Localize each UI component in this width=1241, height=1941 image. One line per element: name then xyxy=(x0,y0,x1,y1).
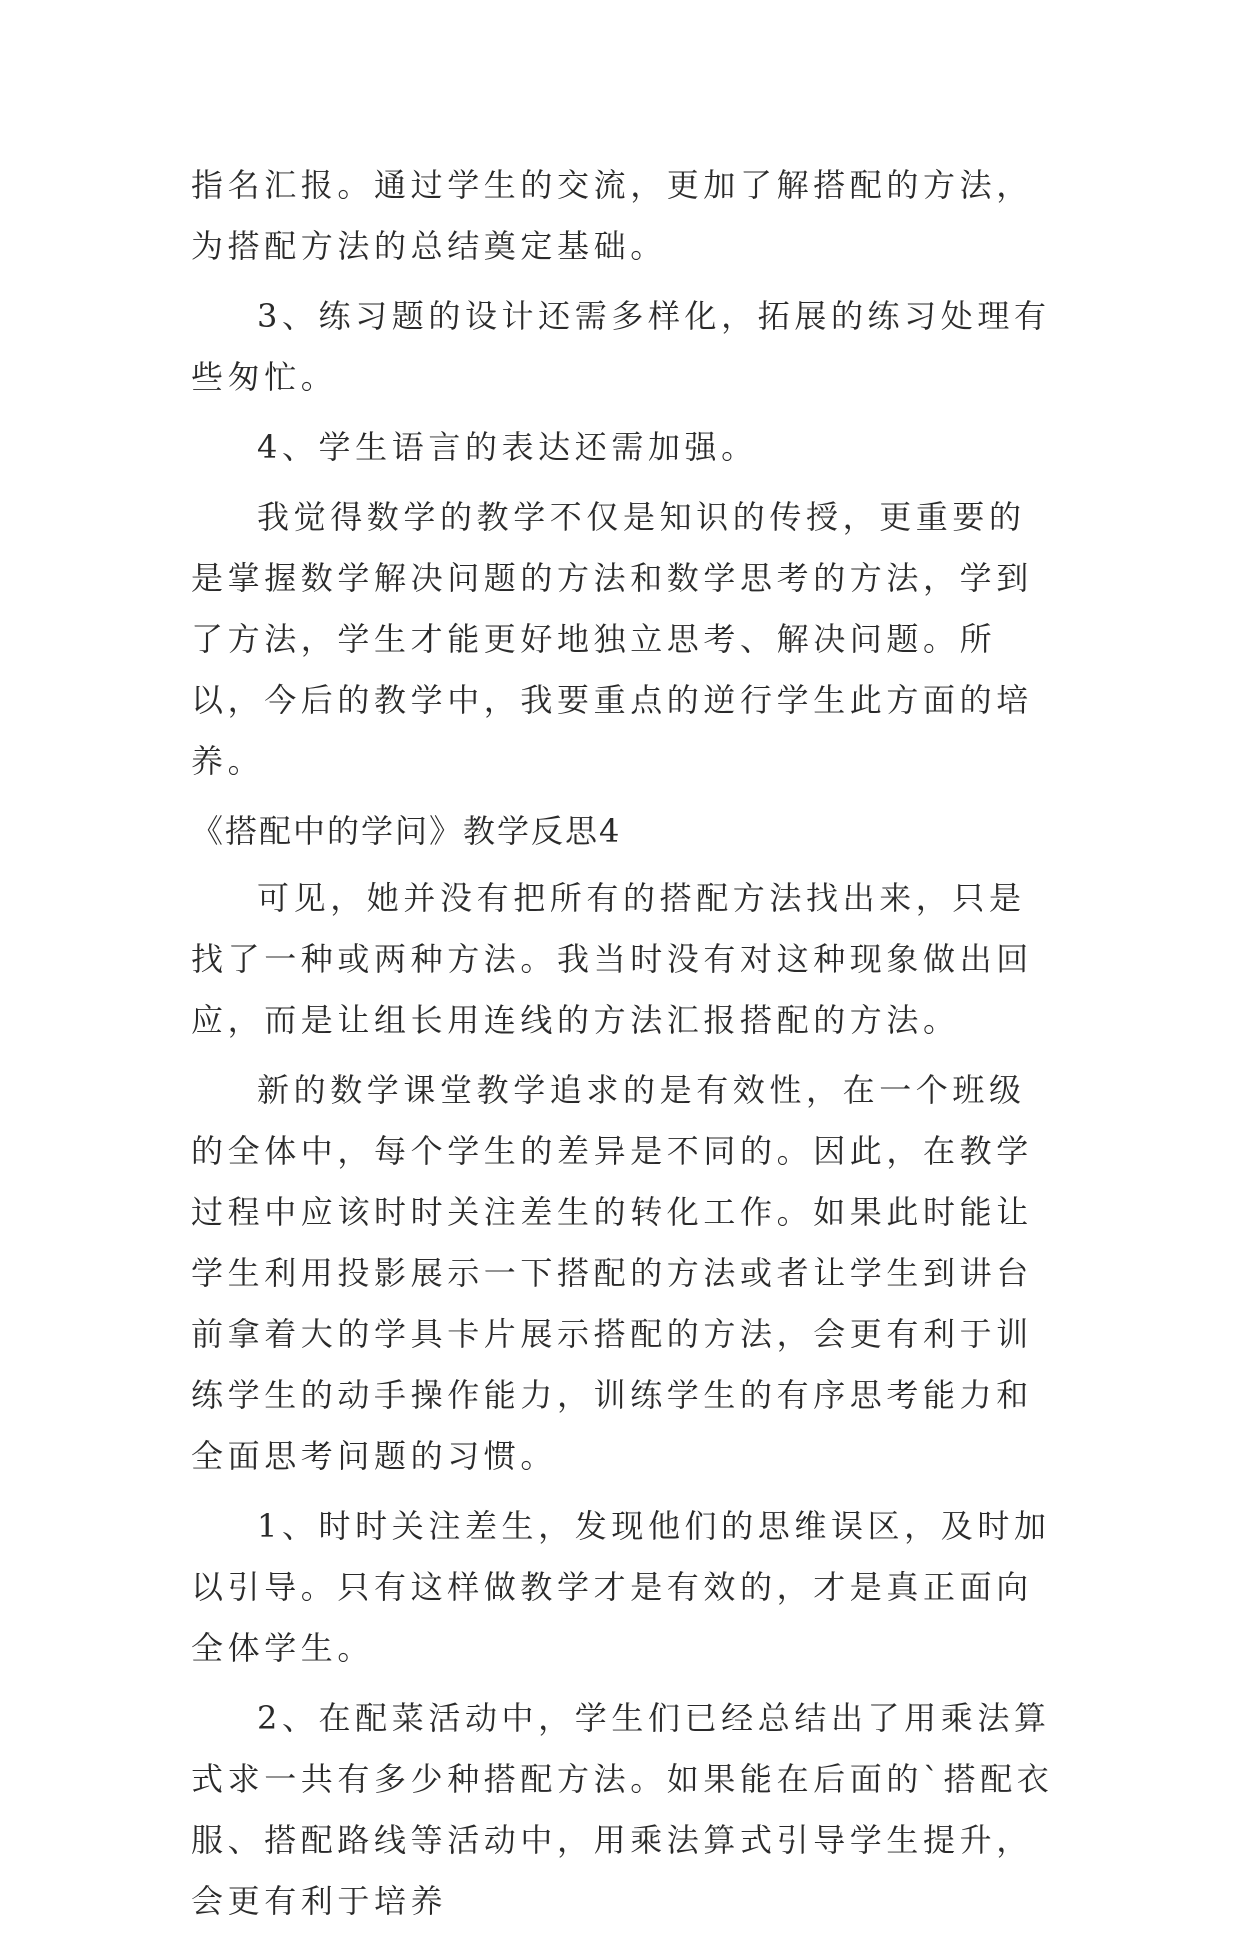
paragraph-8: 2、在配菜活动中，学生们已经总结出了用乘法算式求一共有多少种搭配方法。如果能在后面的`搭配衣服、搭配路线等活动中，用乘法算式引导学生提升，会更有利于培养 xyxy=(191,1699,1054,1920)
document-body xyxy=(191,155,1061,1941)
paragraph-7: 1、时时关注差生，发现他们的思维误区，及时加以引导。只有这样做教学才是有效的，才是真正面向全体学生。 xyxy=(191,1507,1051,1667)
paragraph-3: 4、学生语言的表达还需加强。 xyxy=(257,428,758,466)
paragraph-2: 3、练习题的设计还需多样化，拓展的练习处理有些匆忙。 xyxy=(191,297,1051,396)
paragraph-5: 可见，她并没有把所有的搭配方法找出来，只是找了一种或两种方法。我当时没有对这种现象做出回应，而是让组长用连线的方法汇报搭配的方法。 xyxy=(191,879,1033,1039)
section-heading: 《搭配中的学问》教学反思4 xyxy=(191,812,622,850)
paragraph-1: 指名汇报。通过学生的交流，更加了解搭配的方法，为搭配方法的总结奠定基础。 xyxy=(191,166,1033,265)
paragraph-4: 我觉得数学的教学不仅是知识的传授，更重要的是掌握数学解决问题的方法和数学思考的方法，学到了方法，学生才能更好地独立思考、解决问题。所以，今后的教学中，我要重点的逆行学生此方面的培养。 xyxy=(191,498,1033,780)
paragraph-6: 新的数学课堂教学追求的是有效性，在一个班级的全体中，每个学生的差异是不同的。因此，在教学过程中应该时时关注差生的转化工作。如果此时能让学生利用投影展示一下搭配的方法或者让学生到讲台前拿着大的学具卡片展示搭配的方法，会更有利于训练学生的动手操作能力，训练学生的有序思考能力和全面思考问题的习惯。 xyxy=(191,1071,1033,1475)
